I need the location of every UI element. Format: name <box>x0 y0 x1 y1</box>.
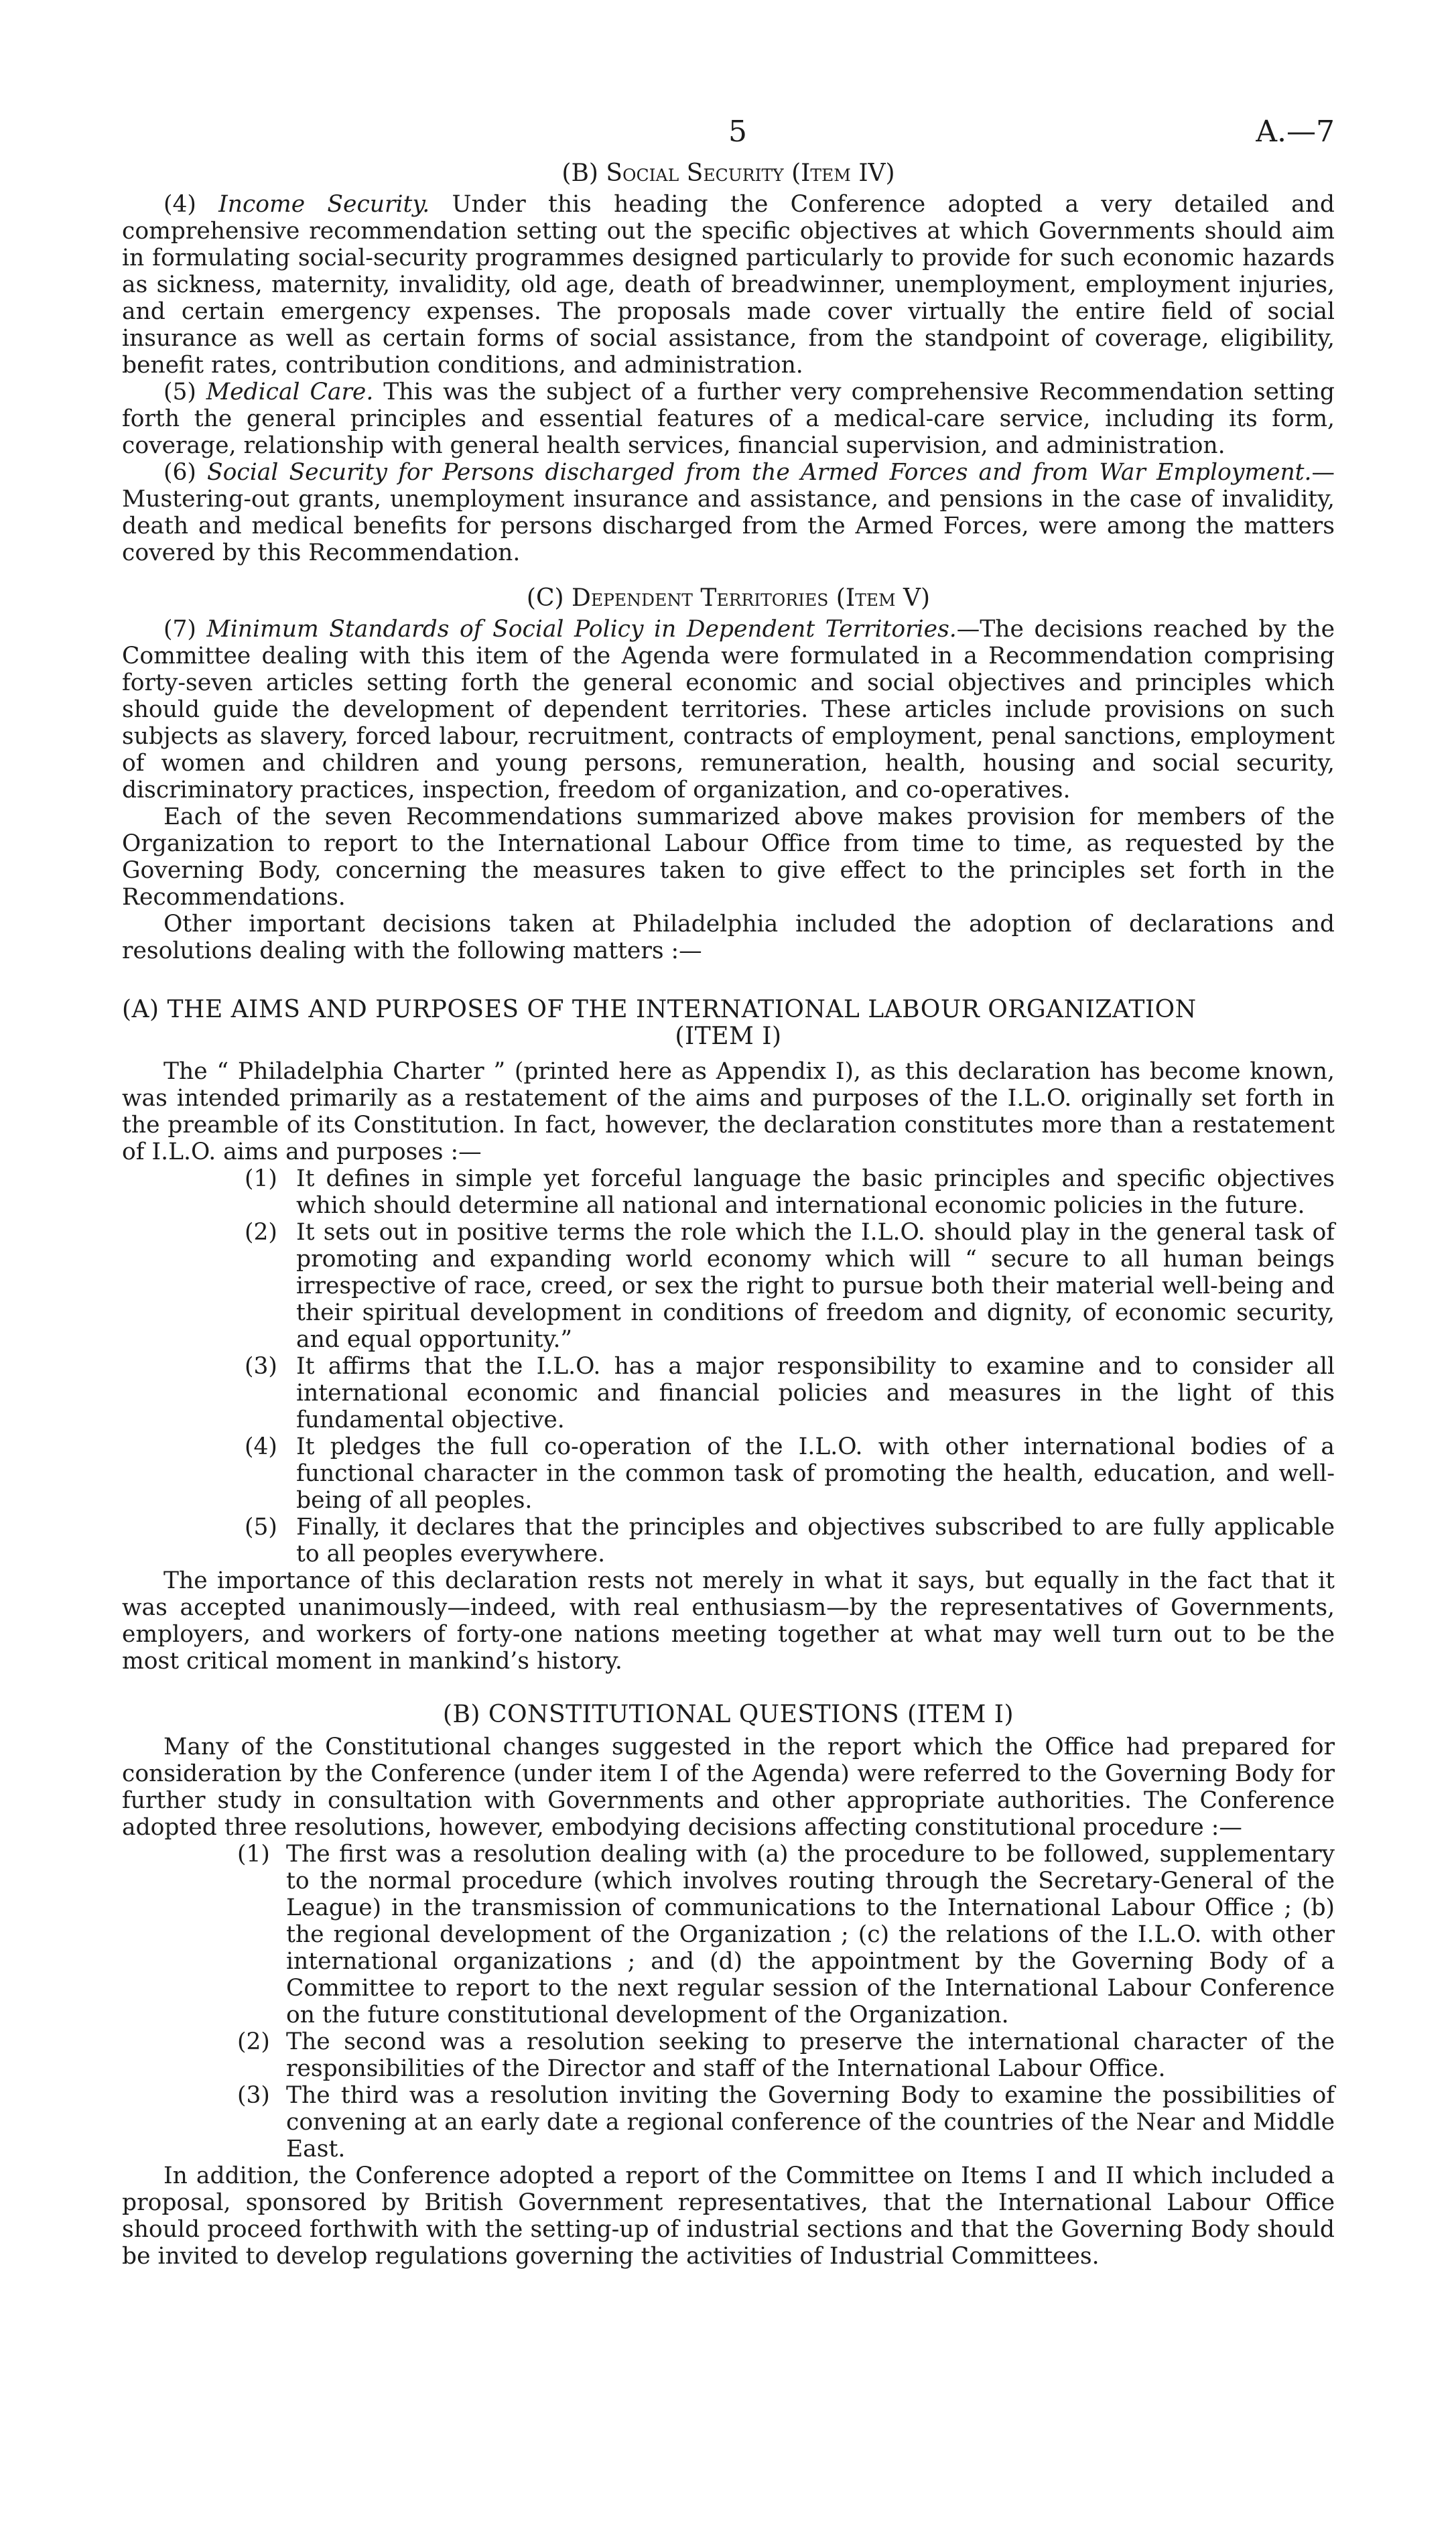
paragraph-recommendations-reporting: Each of the seven Recommendations summarized above makes provision for members of the Organization to report to the International Labour Office from time to time, as requested by the Governing Body, concerning the measures taken to give effect to the principles set forth in the Recommendations. <box>122 803 1335 911</box>
document-page <box>122 111 1335 2270</box>
list-item-number: (4) <box>245 1433 277 1460</box>
page-number: 5 <box>728 115 747 149</box>
paragraph-importance: The importance of this declaration rests not merely in what it says, but equally in the fact that it was accepted unanimously—indeed, with real enthusiasm—by the representatives of Governments, employers, and workers of forty-one nations meeting together at what may well turn out to be the most critical moment in mankind’s history. <box>122 1567 1335 1675</box>
paragraph-text: —Mustering-out grants, unemployment insurance and assistance, and pensions in the case of invalidity, death and medical benefits for persons discharged from the Armed Forces, were among the matters covered by this Recommendation. <box>122 459 1335 566</box>
section-heading-dependent-territories: (C) Dependent Territories (Item V) <box>526 584 931 612</box>
paragraph-text: Under this heading the Conference adopted a very detailed and comprehensive recommendation setting out the specific objectives at which Governments should aim in formulating social-security programmes designed particularly to provide for such economic hazards as sickness, maternity, invalidity, old age, death of breadwinner, unemployment, employment injuries, and certain emergency expenses. The proposals made cover virtually the entire field of social insurance as well as certain forms of social assistance, from the standpoint of coverage, eligibility, benefit rates, contribution conditions, and administration. <box>122 191 1335 379</box>
list-item-text: It sets out in positive terms the role which the I.L.O. should play in the general task of promoting and expanding world economy which will “ secure to all human beings irrespective of race, creed, or sex the right to pursue both their material well-being and their spiritual development in conditions of freedom and dignity, of economic security, and equal opportunity.” <box>296 1219 1335 1353</box>
section-heading-constitutional: (B) CONSTITUTIONAL QUESTIONS (ITEM I) <box>442 1701 1014 1728</box>
list-item <box>122 1841 1335 2028</box>
constitutional-list <box>122 1841 1335 2162</box>
running-header <box>122 111 1335 157</box>
list-item <box>122 2082 1335 2162</box>
list-item <box>122 1219 1335 1353</box>
paragraph-text: —The decisions reached by the Committee dealing with this item of the Agenda were formulated in a Recommendation comprising forty-seven articles setting forth the general economic and social objectives and principles which should guide the development of dependent territories. These articles include provisions on such subjects as slavery, forced labour, recruitment, contracts of employment, penal sanctions, employment of women and children and young persons, remuneration, health, housing and social security, discriminatory practices, inspection, freedom of organization, and co-operatives. <box>122 616 1335 803</box>
list-item <box>122 1165 1335 1219</box>
list-item-number: (2) <box>245 1219 277 1246</box>
paragraph-armed-forces <box>122 459 1335 566</box>
paragraph-title: Income Security. <box>218 191 430 218</box>
paragraph-number: (5) <box>163 379 206 405</box>
list-item-number: (5) <box>245 1514 277 1541</box>
list-item-number: (3) <box>237 2082 270 2109</box>
paragraph-number: (4) <box>163 191 219 218</box>
list-item-number: (1) <box>245 1165 277 1192</box>
section-heading-aims-line1: (A) THE AIMS AND PURPOSES OF THE INTERNATIONAL LABOUR ORGANIZATION <box>122 996 1197 1023</box>
list-item-text: It affirms that the I.L.O. has a major responsibility to examine and to consider all international economic and financial policies and measures in the light of this fundamental objective. <box>296 1353 1335 1433</box>
paragraph-industrial-committees: In addition, the Conference adopted a report of the Committee on Items I and II which included a proposal, sponsored by British Government representatives, that the International Labour Office should proceed forthwith with the setting-up of industrial sections and that the Governing Body should be invited to develop regulations governing the activities of Industrial Committees. <box>122 2162 1335 2270</box>
list-item <box>122 1353 1335 1433</box>
list-item <box>122 1433 1335 1514</box>
list-item-number: (3) <box>245 1353 277 1380</box>
paragraph-title: Social Security for Persons discharged from the Armed Forces and from War Employment. <box>207 459 1312 486</box>
paragraph-title: Minimum Standards of Social Policy in Dependent Territories. <box>206 616 957 643</box>
list-item <box>122 1514 1335 1567</box>
section-heading-social-security: (B) Social Security (Item IV) <box>561 159 895 187</box>
paragraph-constitutional-changes: Many of the Constitutional changes suggested in the report which the Office had prepared for consideration by the Conference (under item I of the Agenda) were referred to the Governing Body for further study in consultation with Governments and other appropriate authorities. The Conference adopted three resolutions, however, embodying decisions affecting constitutional procedure :— <box>122 1734 1335 1841</box>
section-heading-aims <box>122 996 1335 1050</box>
list-item <box>122 2028 1335 2082</box>
paragraph-philadelphia-charter: The “ Philadelphia Charter ” (printed here as Appendix I), as this declaration has become known, was intended primarily as a restatement of the aims and purposes of the I.L.O. originally set forth in the preamble of its Constitution. In fact, however, the declaration constitutes more than a restatement of I.L.O. aims and purposes :— <box>122 1058 1335 1165</box>
list-item-text: The second was a resolution seeking to preserve the international character of the responsibilities of the Director and staff of the International Labour Office. <box>286 2028 1335 2082</box>
paragraph-number: (6) <box>163 459 207 486</box>
paragraph-medical-care <box>122 379 1335 459</box>
list-item-text: The third was a resolution inviting the Governing Body to examine the possibilities of convening at an early date a regional conference of the countries of the Near and Middle East. <box>286 2082 1335 2162</box>
section-heading-aims-line2: (ITEM I) <box>675 1023 782 1050</box>
aims-list <box>122 1165 1335 1567</box>
document-reference: A.—7 <box>1256 115 1335 149</box>
paragraph-minimum-standards <box>122 616 1335 803</box>
paragraph-title: Medical Care. <box>206 379 374 405</box>
paragraph-number: (7) <box>163 616 207 643</box>
paragraph-income-security <box>122 191 1335 379</box>
list-item-number: (1) <box>237 1841 270 1868</box>
list-item-text: The first was a resolution dealing with (a) the procedure to be followed, supplementary to the normal procedure (which involves routing through the Secretary-General of the League) in the transmission of communications to the International Labour Office ; (b) the regional development of the Organization ; (c) the relations of the I.L.O. with other international organizations ; and (d) the appointment by the Governing Body of a Committee to report to the next regular session of the International Labour Conference on the future constitutional development of the Organization. <box>286 1841 1335 2028</box>
paragraph-text: This was the subject of a further very comprehensive Recommendation setting forth the general principles and essential features of a medical-care service, including its form, coverage, relationship with general health services, financial supervision, and administration. <box>122 379 1335 459</box>
list-item-text: Finally, it declares that the principles and objectives subscribed to are fully applicable to all peoples everywhere. <box>296 1514 1335 1567</box>
list-item-text: It pledges the full co-operation of the I.L.O. with other international bodies of a functional character in the common task of promoting the health, education, and well-being of all peoples. <box>296 1433 1335 1514</box>
list-item-text: It defines in simple yet forceful language the basic principles and specific objectives which should determine all national and international economic policies in the future. <box>296 1165 1335 1219</box>
paragraph-other-decisions: Other important decisions taken at Philadelphia included the adoption of declarations and resolutions dealing with the following matters :— <box>122 911 1335 964</box>
list-item-number: (2) <box>237 2028 270 2055</box>
